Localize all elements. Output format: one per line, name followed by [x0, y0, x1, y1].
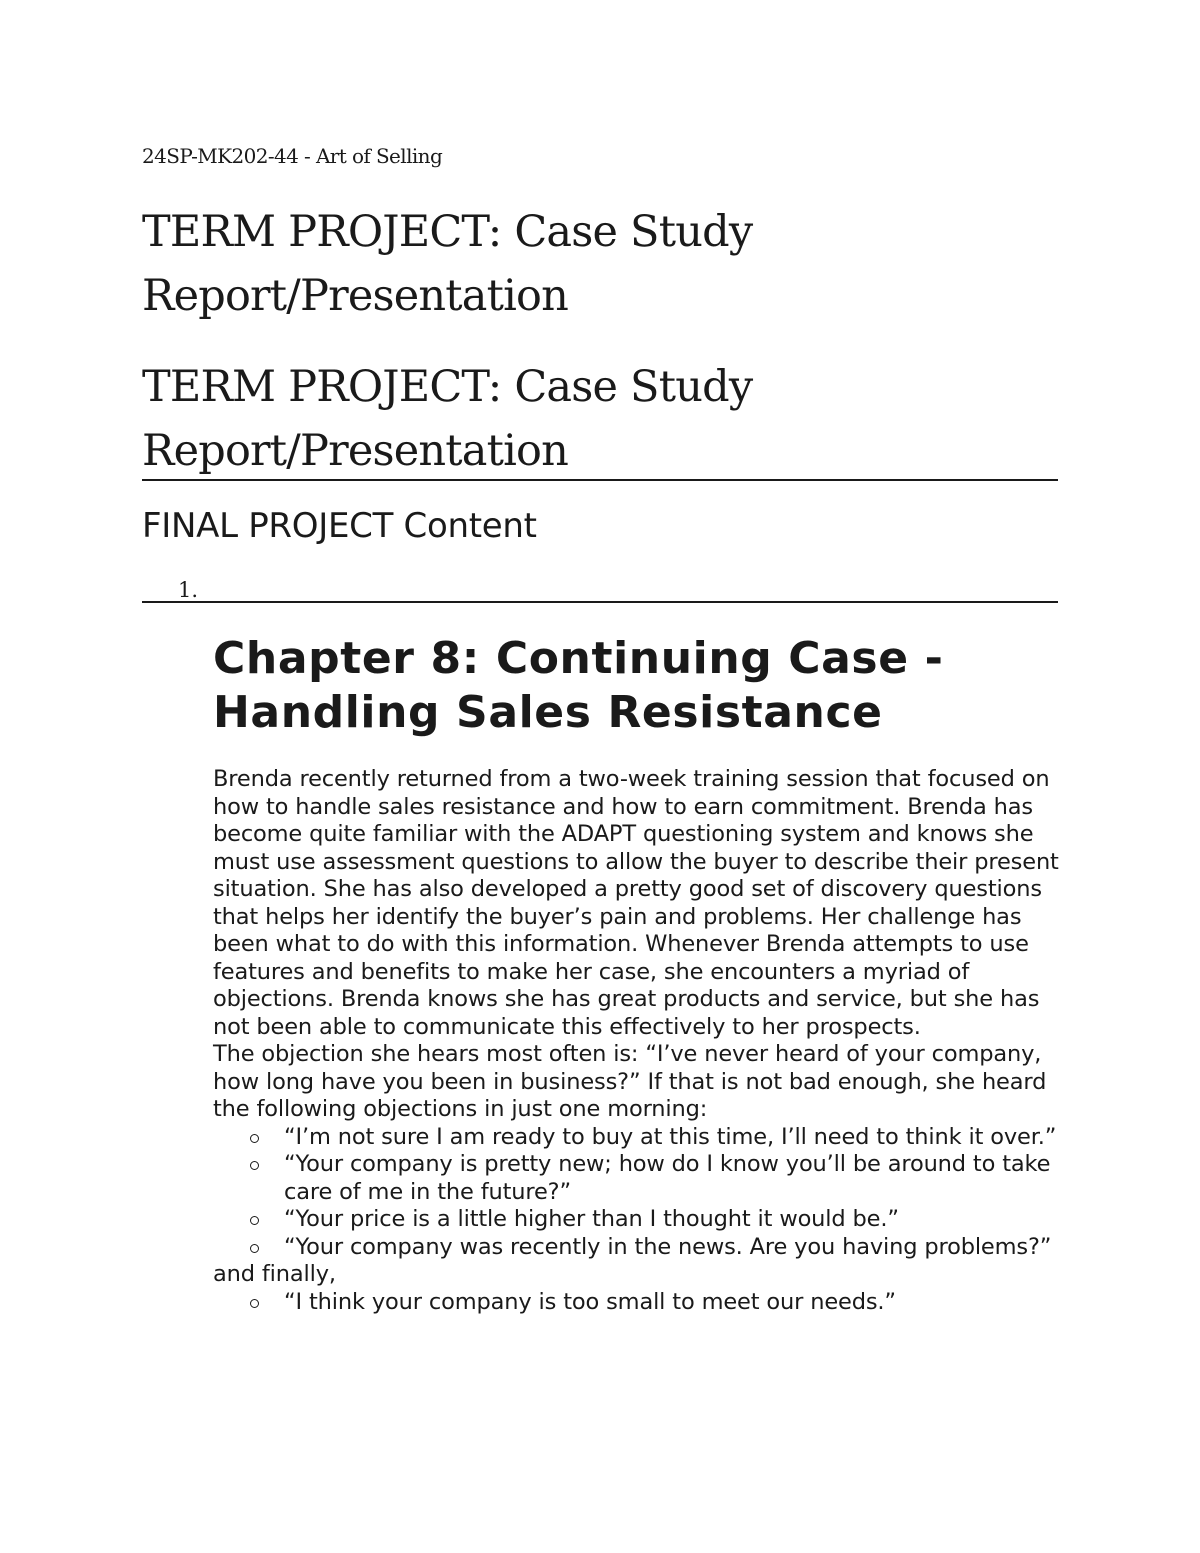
hollow-bullet-icon — [250, 1216, 259, 1225]
objection-list — [213, 1124, 1073, 1262]
transition-text: and finally, — [213, 1261, 336, 1287]
list-number: 1. — [178, 578, 199, 602]
objection-text: “I think your company is too small to meet our needs.” — [284, 1288, 896, 1315]
hollow-bullet-icon — [250, 1134, 259, 1143]
objection-text: “Your company is pretty new; how do I know you’ll be around to take care of me in the future?” — [284, 1151, 1051, 1205]
divider — [142, 479, 1058, 481]
objection-text: “Your price is a little higher than I thought it would be.” — [284, 1206, 899, 1232]
hollow-bullet-icon — [250, 1244, 259, 1253]
objection-text: “I’m not sure I am ready to buy at this time, I’ll need to think it over.” — [284, 1123, 1057, 1150]
hollow-bullet-icon — [250, 1161, 259, 1170]
list-item — [213, 1206, 1073, 1234]
final-project-heading: FINAL PROJECT Content — [142, 506, 537, 546]
objection-intro-paragraph: The objection she hears most often is: “I’ve never heard of your company, how long have you been in business?” If that is not bad enough, she heard the following objections in just one morning: — [213, 1041, 1047, 1122]
list-item — [213, 1234, 1073, 1262]
final-objection-list — [213, 1289, 1073, 1317]
list-item — [213, 1289, 1073, 1317]
chapter-title: Chapter 8: Continuing Case - Handling Sales Resistance — [213, 633, 944, 738]
case-body — [213, 766, 1073, 1316]
list-item — [213, 1124, 1073, 1152]
divider — [142, 601, 1058, 603]
course-code: 24SP-MK202-44 - Art of Selling — [142, 144, 443, 168]
objection-text: “Your company was recently in the news. Are you having problems?” — [284, 1233, 1052, 1260]
hollow-bullet-icon — [250, 1299, 259, 1308]
intro-paragraph: Brenda recently returned from a two-week training session that focused on how to handle sales resistance and how to earn commitment. Brenda has become quite familiar with the ADAPT questioning system and knows she must use assessment questions to allow the buyer to describe their present situation. She has also developed a pretty good set of discovery questions that helps her identify the buyer’s pain and problems. Her challenge has been what to do with this information. Whenever Brenda attempts to use features and benefits to make her case, she encounters a myriad of objections. Brenda knows she has great products and service, but she has not been able to communicate this effectively to her prospects. — [213, 766, 1059, 1040]
list-item — [213, 1151, 1073, 1206]
term-project-title: TERM PROJECT: Case Study Report/Presentation — [142, 207, 753, 321]
term-project-title-repeat: TERM PROJECT: Case Study Report/Presentation — [142, 362, 753, 476]
